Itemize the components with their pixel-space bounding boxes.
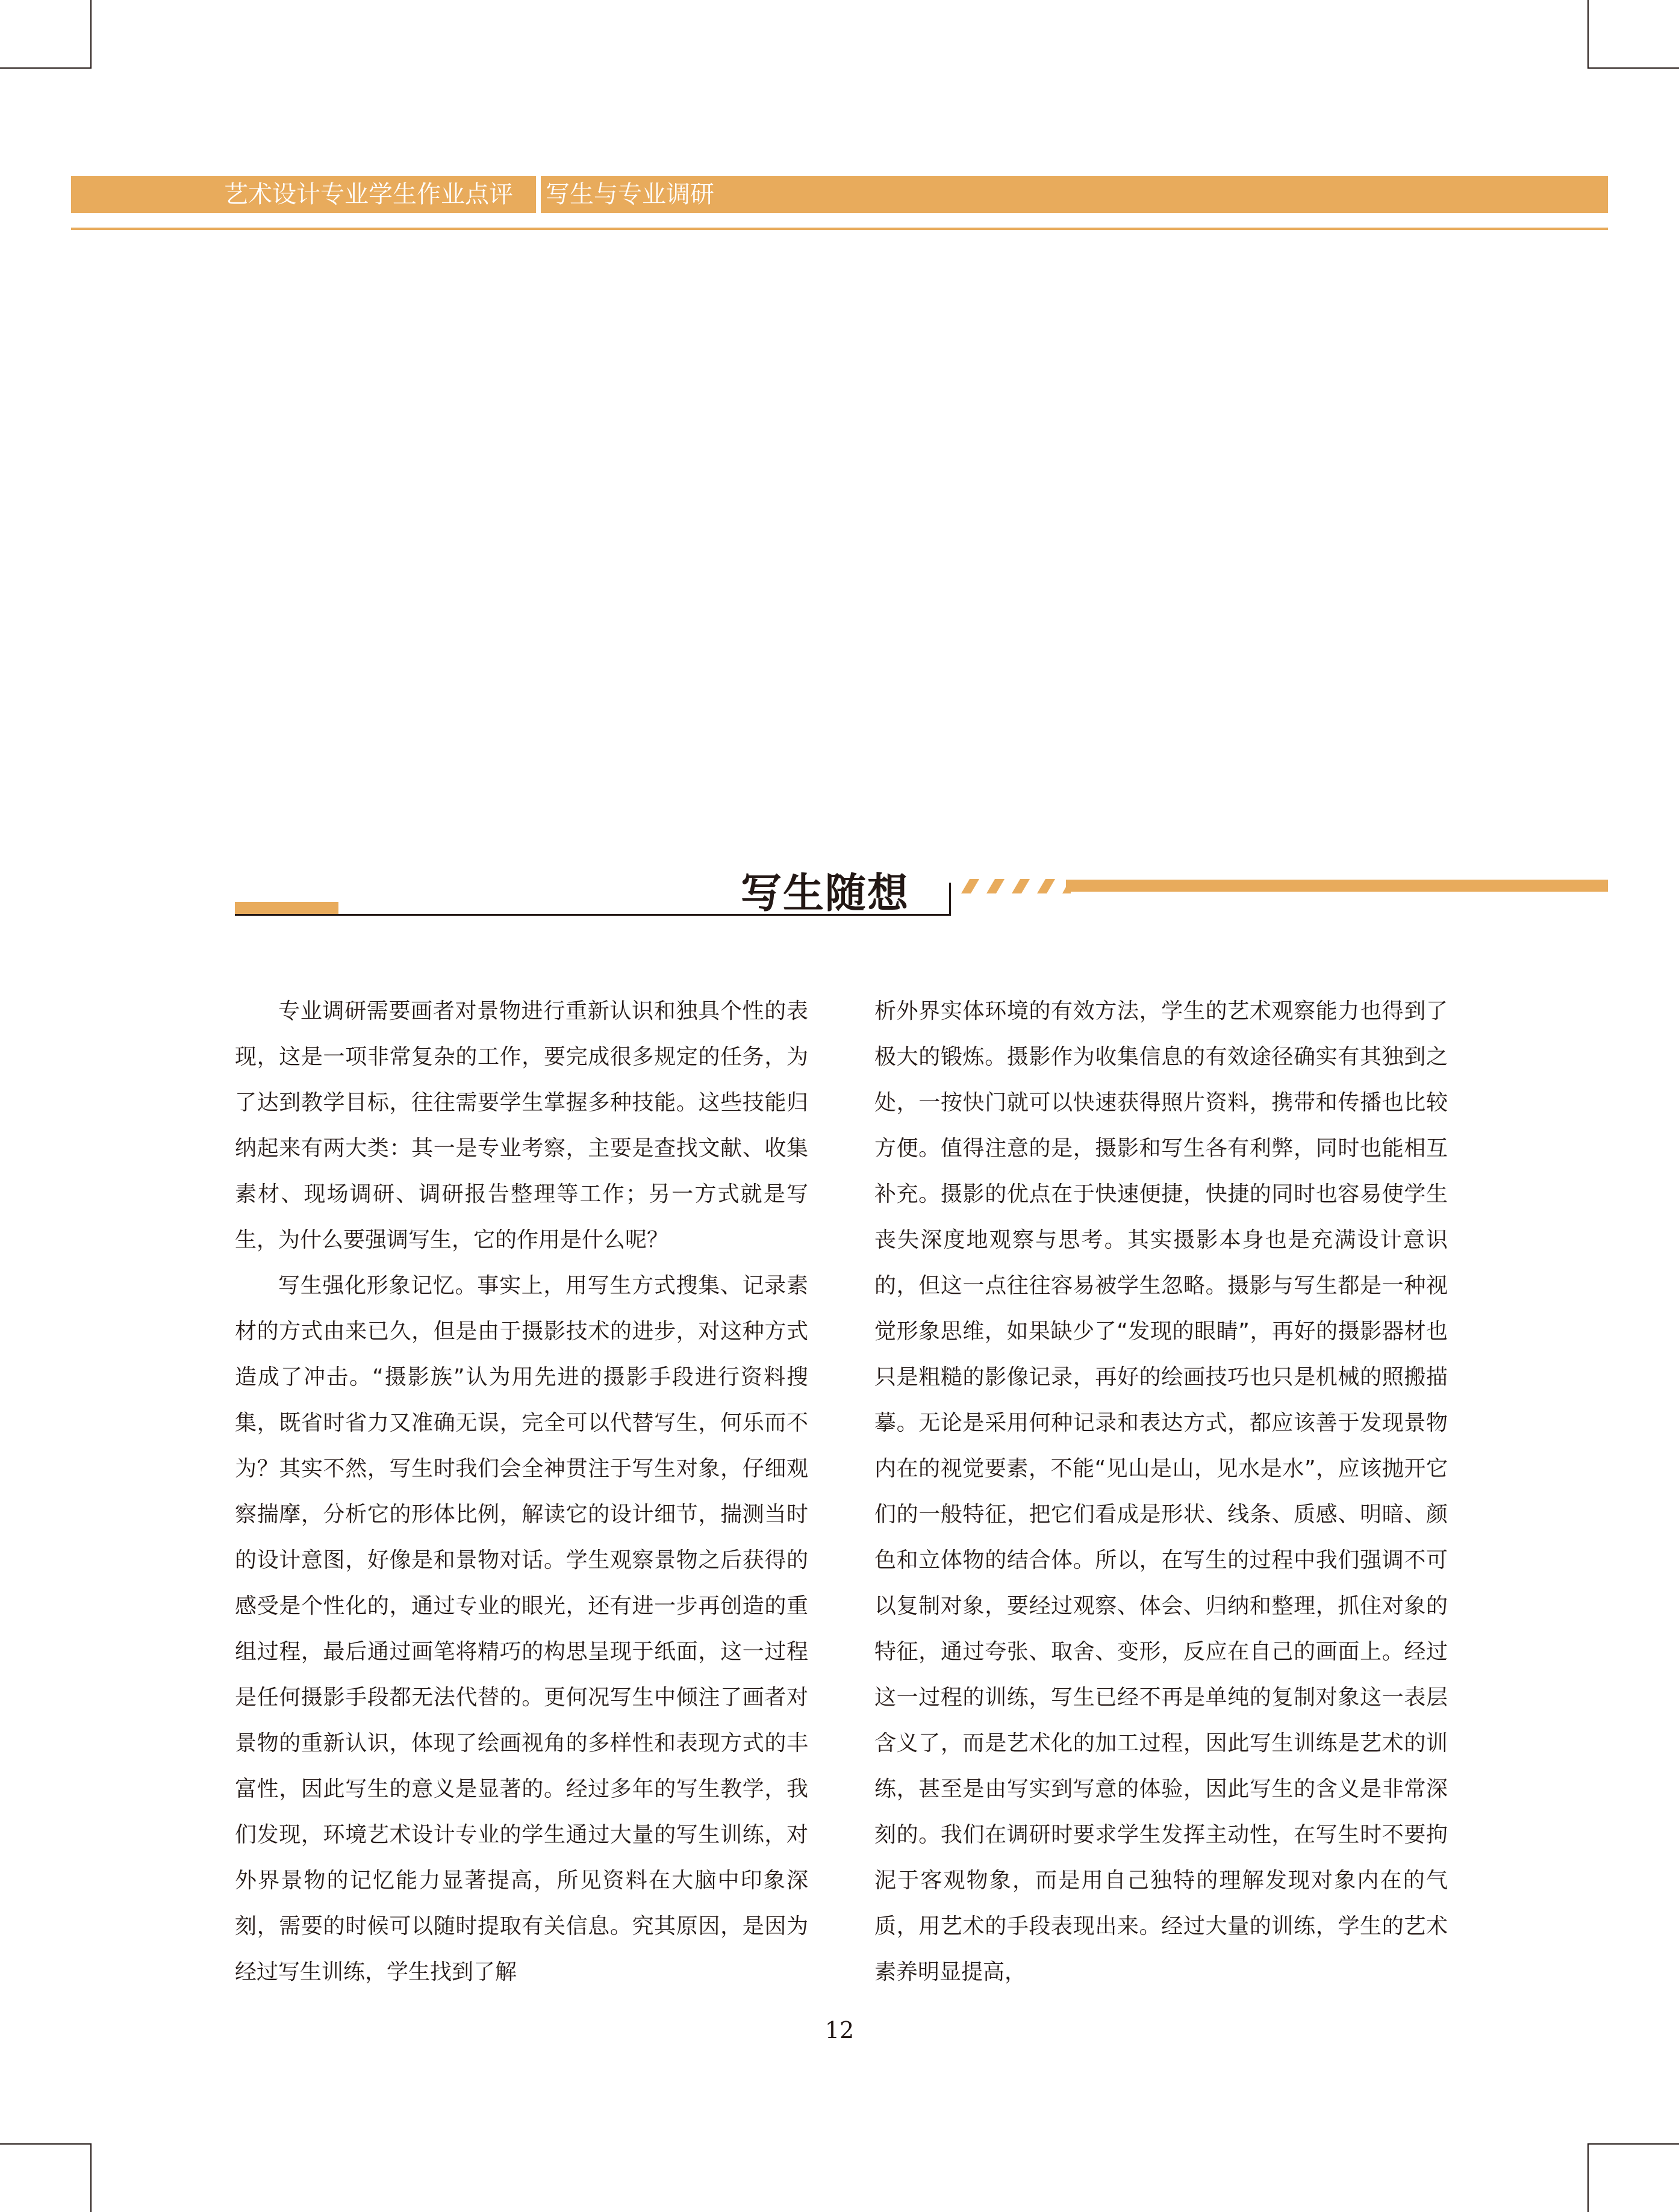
paragraph: 专业调研需要画者对景物进行重新认识和独具个性的表现，这是一项非常复杂的工作，要完成很多规定的任务，为了达到教学目标，往往需要学生掌握多种技能。这些技能归纳起来有两大类：其一是专业考察，主要是查找文献、收集素材、现场调研、调研报告整理等工作；另一方式就是写生，为什么要强调写生，它的作用是什么呢？ [235, 999, 808, 1252]
section-title: 写生随想 [741, 870, 910, 918]
page-number: 12 [824, 2017, 855, 2043]
header-subtitle: 写生与专业调研 [546, 181, 714, 208]
crop-mark [1587, 67, 1679, 69]
paragraph: 析外界实体环境的有效方法，学生的艺术观察能力也得到了极大的锻炼。摄影作为收集信息的有效途径确实有其独到之处，一按快门就可以快速获得照片资料，携带和传播也比较方便。值得注意的是，摄影和写生各有利弊，同时也能相互补充。摄影的优点在于快速便捷，快捷的同时也容易使学生丧失深度地观察与思考。其实摄影本身也是充满设计意识的，但这一点往往容易被学生忽略。摄影与写生都是一种视觉形象思维，如果缺少了“发现的眼睛”，再好的摄影器材也只是粗糙的影像记录，再好的绘画技巧也只是机械的照搬描摹。无论是采用何种记录和表达方式，都应该善于发现景物内在的视觉要素，不能“见山是山，见水是水”，应该抛开它们的一般特征，把它们看成是形状、线条、质感、明暗、颜色和立体物的结合体。所以，在写生的过程中我们强调不可以复制对象，要经过观察、体会、归纳和整理，抓住对象的特征，通过夸张、取舍、变形，反应在自己的画面上。经过这一过程的训练，写生已经不再是单纯的复制对象这一表层含义了，而是艺术化的加工过程，因此写生训练是艺术的训练，甚至是由写实到写意的体验，因此写生的含义是非常深刻的。我们在调研时要求学生发挥主动性，在写生时不要拘泥于客观物象，而是用自己独特的理解发现对象内在的气质，用艺术的手段表现出来。经过大量的训练，学生的艺术素养明显提高， [874, 999, 1448, 1984]
crop-mark [90, 0, 92, 69]
section-right-accent [1066, 880, 1608, 892]
crop-mark [1587, 0, 1589, 69]
crop-mark [1587, 2143, 1589, 2212]
header-separator [536, 176, 541, 213]
section-divider-line [949, 883, 951, 916]
header-rule [71, 228, 1608, 230]
left-column [235, 989, 808, 1995]
crop-mark [0, 67, 90, 69]
section-left-accent [235, 902, 338, 914]
crop-mark [1587, 2143, 1679, 2145]
section-stripe-decoration [956, 878, 1071, 895]
crop-mark [90, 2143, 92, 2212]
crop-mark [0, 2143, 90, 2145]
header-title: 艺术设计专业学生作业点评 [224, 181, 513, 208]
right-column [874, 989, 1448, 1995]
paragraph: 写生强化形象记忆。事实上，用写生方式搜集、记录素材的方式由来已久，但是由于摄影技术的进步，对这种方式造成了冲击。“摄影族”认为用先进的摄影手段进行资料搜集，既省时省力又准确无误，完全可以代替写生，何乐而不为？其实不然，写生时我们会全神贯注于写生对象，仔细观察揣摩，分析它的形体比例，解读它的设计细节，揣测当时的设计意图，好像是和景物对话。学生观察景物之后获得的感受是个性化的，通过专业的眼光，还有进一步再创造的重组过程，最后通过画笔将精巧的构思呈现于纸面，这一过程是任何摄影手段都无法代替的。更何况写生中倾注了画者对景物的重新认识，体现了绘画视角的多样性和表现方式的丰富性，因此写生的意义是显著的。经过多年的写生教学，我们发现，环境艺术设计专业的学生通过大量的写生训练，对外界景物的记忆能力显著提高，所见资料在大脑中印象深刻，需要的时候可以随时提取有关信息。究其原因，是因为经过写生训练，学生找到了解 [235, 1273, 808, 1984]
